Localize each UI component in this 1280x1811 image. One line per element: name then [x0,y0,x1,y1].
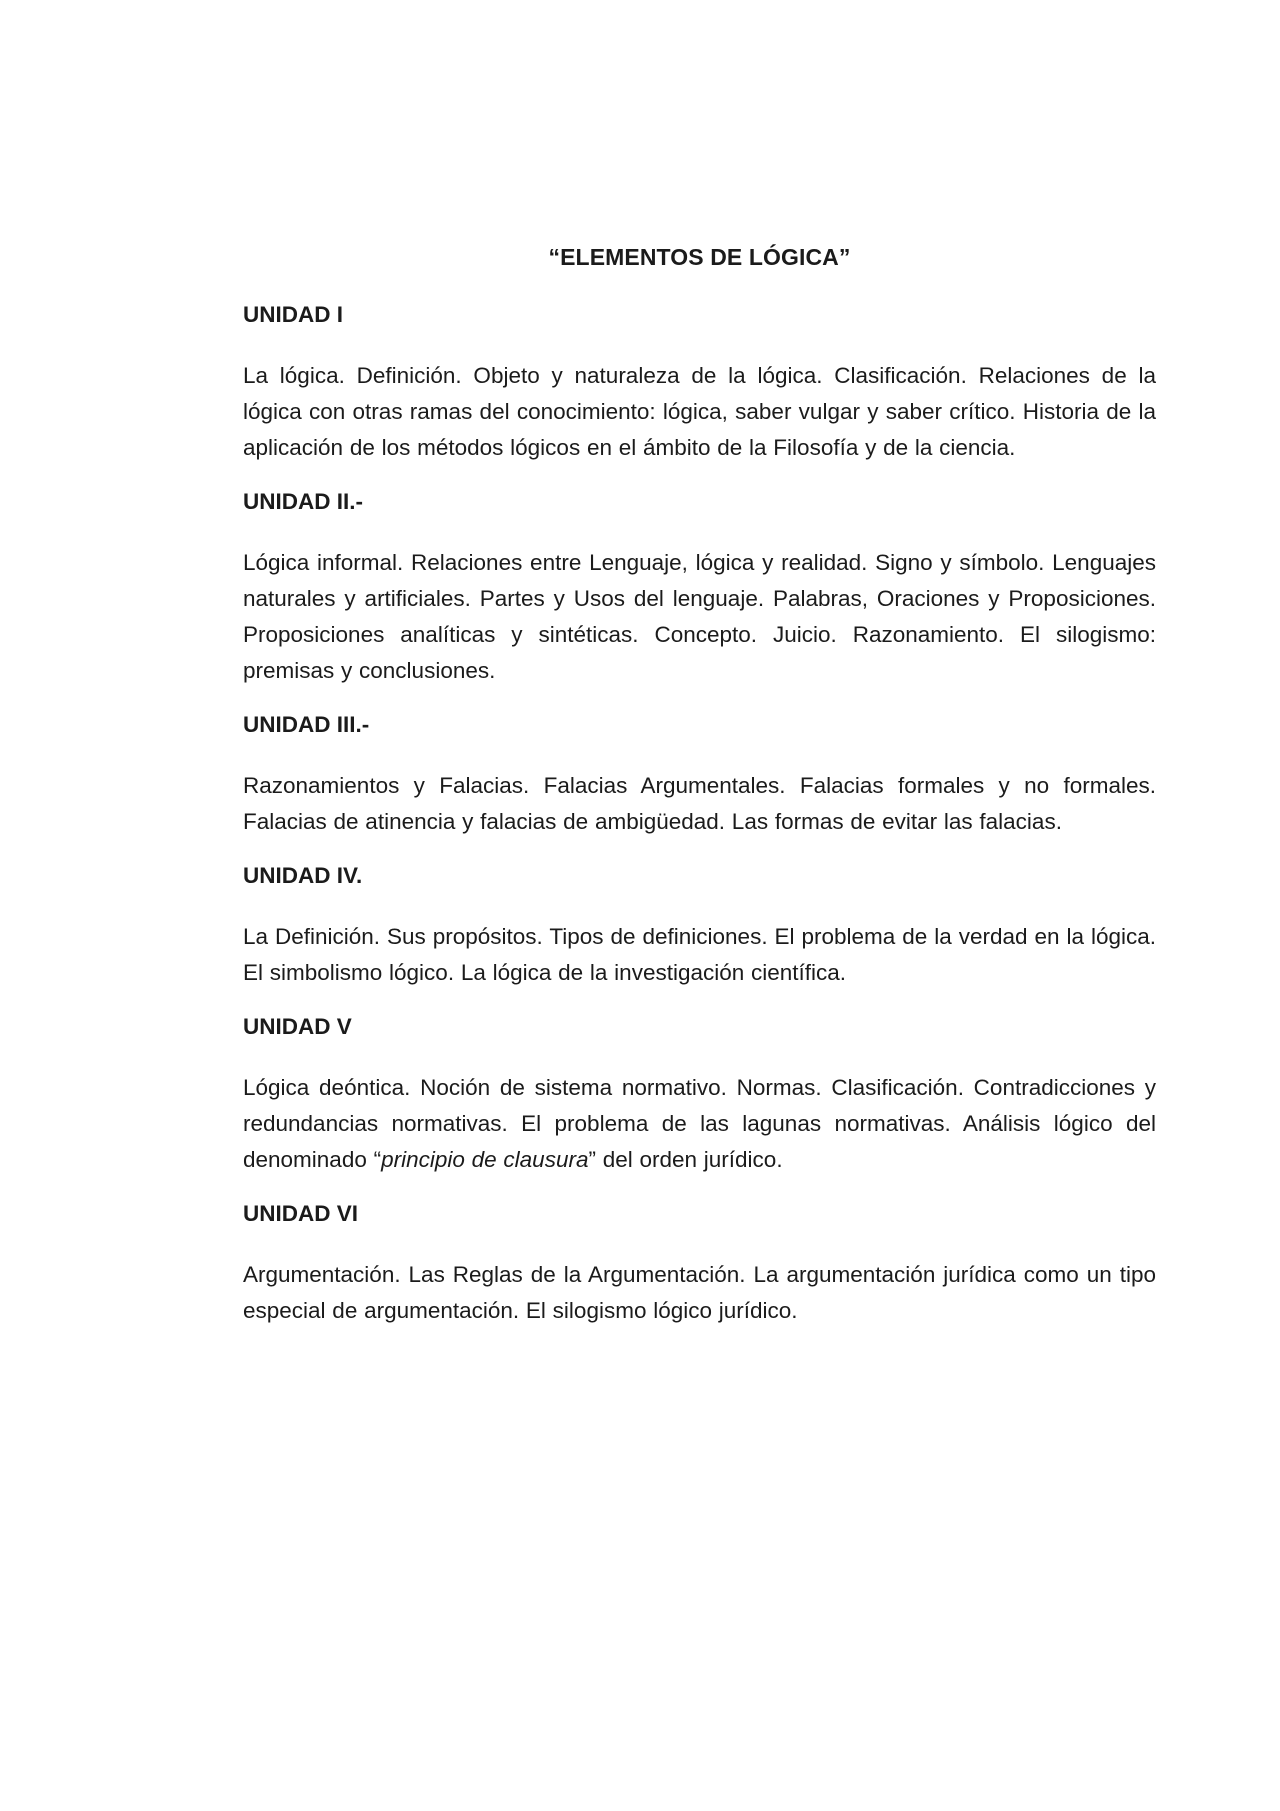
unit-5 [243,1012,1156,1178]
unit-heading: UNIDAD V [243,1014,352,1039]
unit-description: La lógica. Definición. Objeto y naturaleza de la lógica. Clasificación. Relaciones de la lógica con otras ramas del conocimiento: lógica, saber vulgar y saber crítico. Historia de la aplicación de los métodos lógicos en el ámbito de la Filosofía y de la ciencia. [243,363,1156,460]
unit-text-italic: principio de clausura [381,1147,589,1172]
document-content [243,242,1156,1350]
unit-description: Lógica informal. Relaciones entre Lenguaje, lógica y realidad. Signo y símbolo. Lenguajes naturales y artificiales. Partes y Usos del lenguaje. Palabras, Oraciones y Proposiciones. Proposiciones analíticas y sintéticas. Concepto. Juicio. Razonamiento. El silogismo: premisas y conclusiones. [243,550,1156,683]
unit-6 [243,1199,1156,1329]
unit-description: La Definición. Sus propósitos. Tipos de definiciones. El problema de la verdad en la lógica. El simbolismo lógico. La lógica de la investigación científica. [243,924,1156,985]
unit-2 [243,487,1156,689]
unit-4 [243,861,1156,991]
unit-description [243,1070,1156,1178]
unit-heading: UNIDAD IV. [243,863,363,888]
unit-heading: UNIDAD I [243,302,343,327]
unit-3 [243,710,1156,840]
unit-text-before: Lógica deóntica. Noción de sistema normativo. Normas. Clasificación. Contradicciones y redundancias normativas. El problema de las lagunas normativas. Análisis lógico del denominado “ [243,1075,1156,1172]
unit-heading: UNIDAD VI [243,1201,359,1226]
unit-description: Argumentación. Las Reglas de la Argumentación. La argumentación jurídica como un tipo especial de argumentación. El silogismo lógico jurídico. [243,1262,1156,1323]
unit-heading: UNIDAD III.- [243,712,370,737]
unit-heading: UNIDAD II.- [243,489,363,514]
document-title: “ELEMENTOS DE LÓGICA” [548,244,851,270]
unit-1 [243,300,1156,466]
unit-text-after: ” del orden jurídico. [588,1147,783,1172]
unit-description: Razonamientos y Falacias. Falacias Argumentales. Falacias formales y no formales. Falacias de atinencia y falacias de ambigüedad. Las formas de evitar las falacias. [243,773,1156,834]
